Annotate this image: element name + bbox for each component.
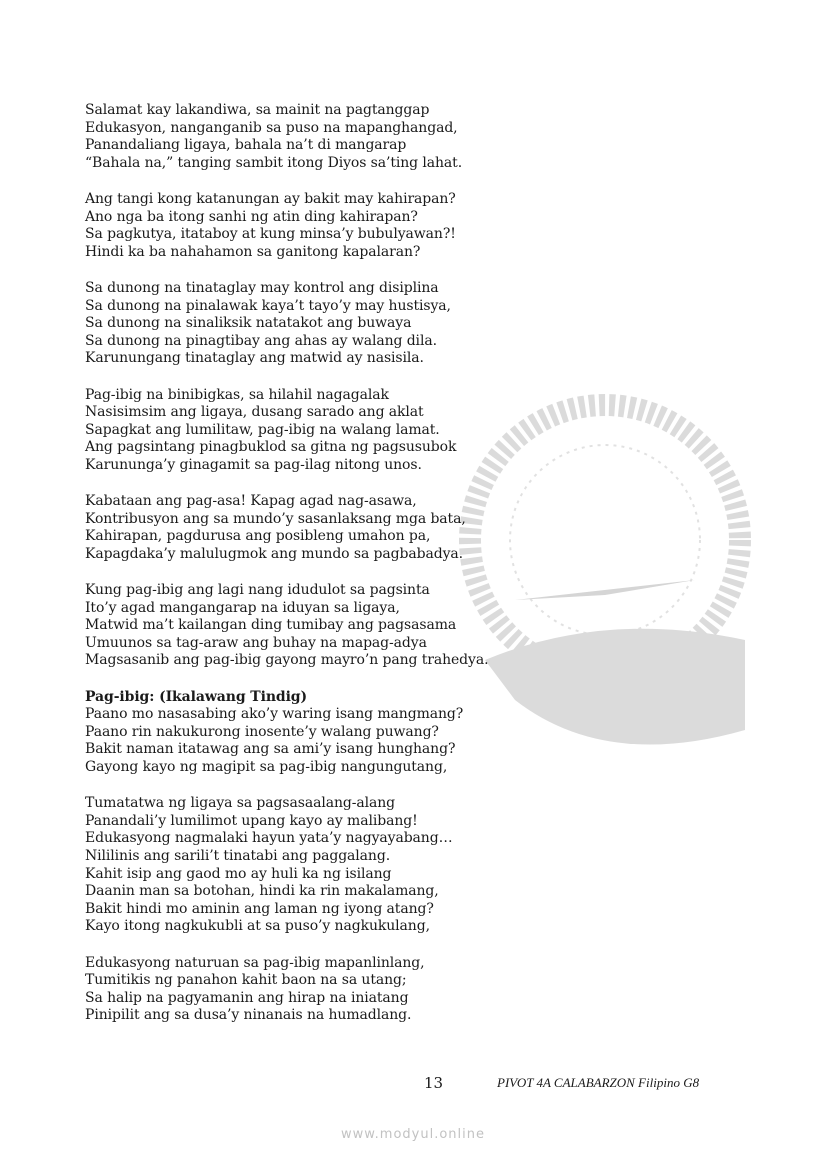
poem-line: Tumatatwa ng ligaya sa pagsasaalang-alang xyxy=(85,795,395,812)
poem-line: Kapagdaka’y malulugmok ang mundo sa pagbabadya. xyxy=(85,545,463,562)
stanza xyxy=(85,191,488,261)
poem-line: Ano nga ba itong sanhi ng atin ding kahirapan? xyxy=(85,208,418,225)
poem xyxy=(85,102,488,1043)
stanza xyxy=(85,387,488,475)
poem-line: Karunungang tinataglay ang matwid ay nasisila. xyxy=(85,350,424,367)
stanza xyxy=(85,582,488,670)
poem-line: Kontribusyon ang sa mundo’y sasanlaksang mga bata, xyxy=(85,510,466,527)
poem-line: Bakit naman itatawag ang sa ami’y isang hunghang? xyxy=(85,741,456,758)
poem-line: Ang pagsintang pinagbuklod sa gitna ng pagsusubok xyxy=(85,439,457,456)
poem-line: Sa dunong na sinaliksik natatakot ang buwaya xyxy=(85,315,412,332)
stanza xyxy=(85,955,488,1025)
poem-line: Ang tangi kong katanungan ay bakit may kahirapan? xyxy=(85,190,456,207)
page-number: 13 xyxy=(424,1074,444,1092)
poem-line: Sa halip na pagyamanin ang hirap na iniatang xyxy=(85,989,409,1006)
poem-line: Kahirapan, pagdurusa ang posibleng umahon pa, xyxy=(85,528,431,545)
footer-title: PIVOT 4A CALABARZON Filipino G8 xyxy=(497,1075,700,1090)
stanza xyxy=(85,493,488,563)
poem-line: Sa dunong na pinalawak kaya’t tayo’y may hustisya, xyxy=(85,297,451,314)
poem-line: “Bahala na,” tanging sambit itong Diyos sa’ting lahat. xyxy=(85,154,463,171)
stanza xyxy=(85,280,488,368)
poem-line: Nililinis ang sarili’t tinatabi ang paggalang. xyxy=(85,847,391,864)
poem-line: Daanin man sa botohan, hindi ka rin makalamang, xyxy=(85,883,439,900)
poem-line: Matwid ma’t kailangan ding tumibay ang pagsasama xyxy=(85,617,457,634)
poem-line: Nasisimsim ang ligaya, dusang sarado ang aklat xyxy=(85,404,424,421)
poem-line: Edukasyon, nanganganib sa puso na mapanghangad, xyxy=(85,119,458,136)
poem-line: Karununga’y ginagamit sa pag-ilag nitong unos. xyxy=(85,456,422,473)
poem-line: Sapagkat ang lumilitaw, pag-ibig na walang lamat. xyxy=(85,421,440,438)
poem-line: Gayong kayo ng magipit sa pag-ibig nangungutang, xyxy=(85,758,448,775)
poem-line: Tumitikis ng panahon kahit baon na sa utang; xyxy=(85,972,407,989)
poem-line: Hindi ka ba nahahamon sa ganitong kapalaran? xyxy=(85,243,421,260)
poem-line: Paano mo nasasabing ako’y waring isang mangmang? xyxy=(85,706,464,723)
poem-line: Umuunos sa tag-araw ang buhay na mapag-adya xyxy=(85,634,427,651)
poem-line: Salamat kay lakandiwa, sa mainit na pagtanggap xyxy=(85,102,430,118)
poem-line: Panandaliang ligaya, bahala na’t di mangarap xyxy=(85,137,407,154)
poem-line: Panandali’y lumilimot upang kayo ay malibang! xyxy=(85,812,418,829)
poem-line: Edukasyong naturuan sa pag-ibig mapanlinlang, xyxy=(85,954,425,971)
poem-line: Sa dunong na pinagtibay ang ahas ay walang dila. xyxy=(85,332,437,349)
section-heading: Pag-ibig: (Ikalawang Tindig) xyxy=(85,688,308,705)
poem-line: Sa dunong na tinataglay may kontrol ang disiplina xyxy=(85,279,439,296)
stanza xyxy=(85,689,488,777)
poem-line: Kayo itong nagkukubli at sa puso’y nagkukulang, xyxy=(85,918,430,935)
seal-watermark-icon xyxy=(455,370,755,770)
poem-line: Kabataan ang pag-asa! Kapag agad nag-asawa, xyxy=(85,493,417,510)
site-watermark: www.modyul.online xyxy=(340,1127,486,1142)
poem-line: Kahit isip ang gaod mo ay huli ka ng isilang xyxy=(85,865,392,882)
poem-line: Sa pagkutya, itataboy at kung minsa’y bubulyawan?! xyxy=(85,226,456,243)
poem-line: Bakit hindi mo aminin ang laman ng iyong atang? xyxy=(85,900,434,917)
stanza xyxy=(85,102,488,172)
poem-line: Kung pag-ibig ang lagi nang idudulot sa pagsinta xyxy=(85,582,430,599)
poem-line: Ito’y agad mangangarap na iduyan sa ligaya, xyxy=(85,599,400,616)
poem-line: Edukasyong nagmalaki hayun yata’y nagyayabang… xyxy=(85,830,453,847)
poem-line: Pag-ibig na binibigkas, sa hilahil nagagalak xyxy=(85,386,389,403)
stanza xyxy=(85,795,488,936)
poem-line: Paano rin nakukurong inosente’y walang puwang? xyxy=(85,723,439,740)
poem-line: Magsasanib ang pag-ibig gayong mayro’n pang trahedya. xyxy=(85,652,489,669)
poem-line: Pinipilit ang sa dusa’y ninanais na humadlang. xyxy=(85,1007,412,1024)
